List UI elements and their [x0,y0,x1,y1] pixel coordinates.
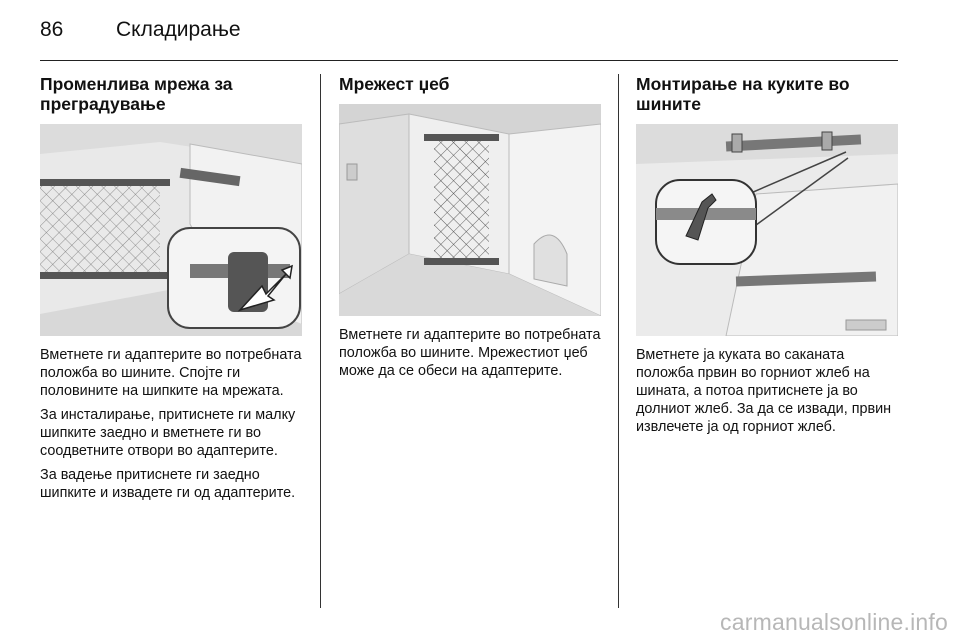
body-paragraph: За инсталирање, притиснете ги малку шипките заедно и вметнете ги во соодветните отвори во адаптерите. [40,407,296,459]
page-number: 86 [40,18,64,41]
column-divider [618,74,619,608]
column-net-pocket [339,74,601,380]
section-heading: Мрежест џеб [339,74,450,94]
watermark: carmanualsonline.info [720,609,948,635]
body-paragraph: За вадење притиснете ги заедно шипките и извадете ги од адаптерите. [40,467,296,501]
page-header [40,18,241,46]
header-rule [40,60,898,61]
illustration-net-pocket [339,104,601,316]
section-heading: Променлива мрежа за преградување [40,74,233,114]
body-paragraph: Вметнете ги адаптерите во потребната положба во шините. Мрежестиот џеб може да се обеси на адаптерите. [339,327,601,379]
illustration-rail-hooks [636,124,898,336]
body-paragraph: Вметнете ја куката во саканата положба првин во горниот жлеб на шината, а потоа притиснете ја во долниот жлеб. За да се извади, првин извлечете ја од горниот жлеб. [636,347,892,435]
section-heading: Монтирање на куките во шините [636,74,850,114]
column-rail-hooks [636,74,898,436]
column-partition-net [40,74,302,502]
illustration-partition-net [40,124,302,336]
section-title: Складирање [116,18,241,41]
column-divider [320,74,321,608]
body-paragraph: Вметнете ги адаптерите во потребната положба во шините. Спојте ги половините на шипките на мрежата. [40,347,302,399]
